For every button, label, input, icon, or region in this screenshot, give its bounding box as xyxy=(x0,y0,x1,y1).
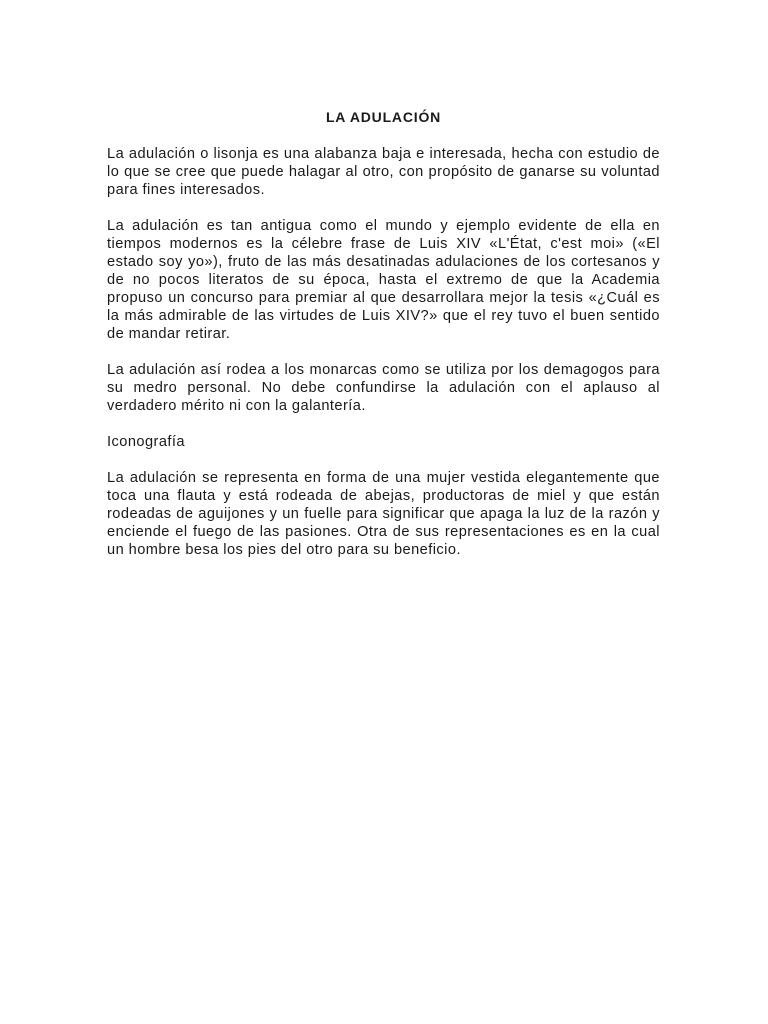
paragraph-history: La adulación es tan antigua como el mundo y ejemplo evidente de ella en tiempos modernos es la célebre frase de Luis XIV «L'État, c'est moi» («El estado soy yo»), fruto de las más desatinadas adulaciones de los cortesanos y de no pocos literatos de su época, hasta el extremo de que la Academia propuso un concurso para premiar al que desarrollara mejor la tesis «¿Cuál es la más admirable de las virtudes de Luis XIV?» que el rey tuvo el buen sentido de mandar retirar. xyxy=(107,218,660,342)
paragraph-definition: La adulación o lisonja es una alabanza baja e interesada, hecha con estudio de lo que se cree que puede halagar al otro, con propósito de ganarse su voluntad para fines interesados. xyxy=(107,146,660,198)
document-page xyxy=(107,108,660,577)
section-heading-iconografia: Iconografía xyxy=(107,434,185,450)
paragraph-iconography: La adulación se representa en forma de una mujer vestida elegantemente que toca una flauta y está rodeada de abejas, productoras de miel y que están rodeadas de aguijones y un fuelle para significar que apaga la luz de la razón y enciende el fuego de las pasiones. Otra de sus representaciones es en la cual un hombre besa los pies del otro para su beneficio. xyxy=(107,470,660,558)
paragraph-monarchs: La adulación así rodea a los monarcas como se utiliza por los demagogos para su medro personal. No debe confundirse la adulación con el aplauso al verdadero mérito ni con la galantería. xyxy=(107,362,660,414)
document-title: LA ADULACIÓN xyxy=(325,109,442,125)
